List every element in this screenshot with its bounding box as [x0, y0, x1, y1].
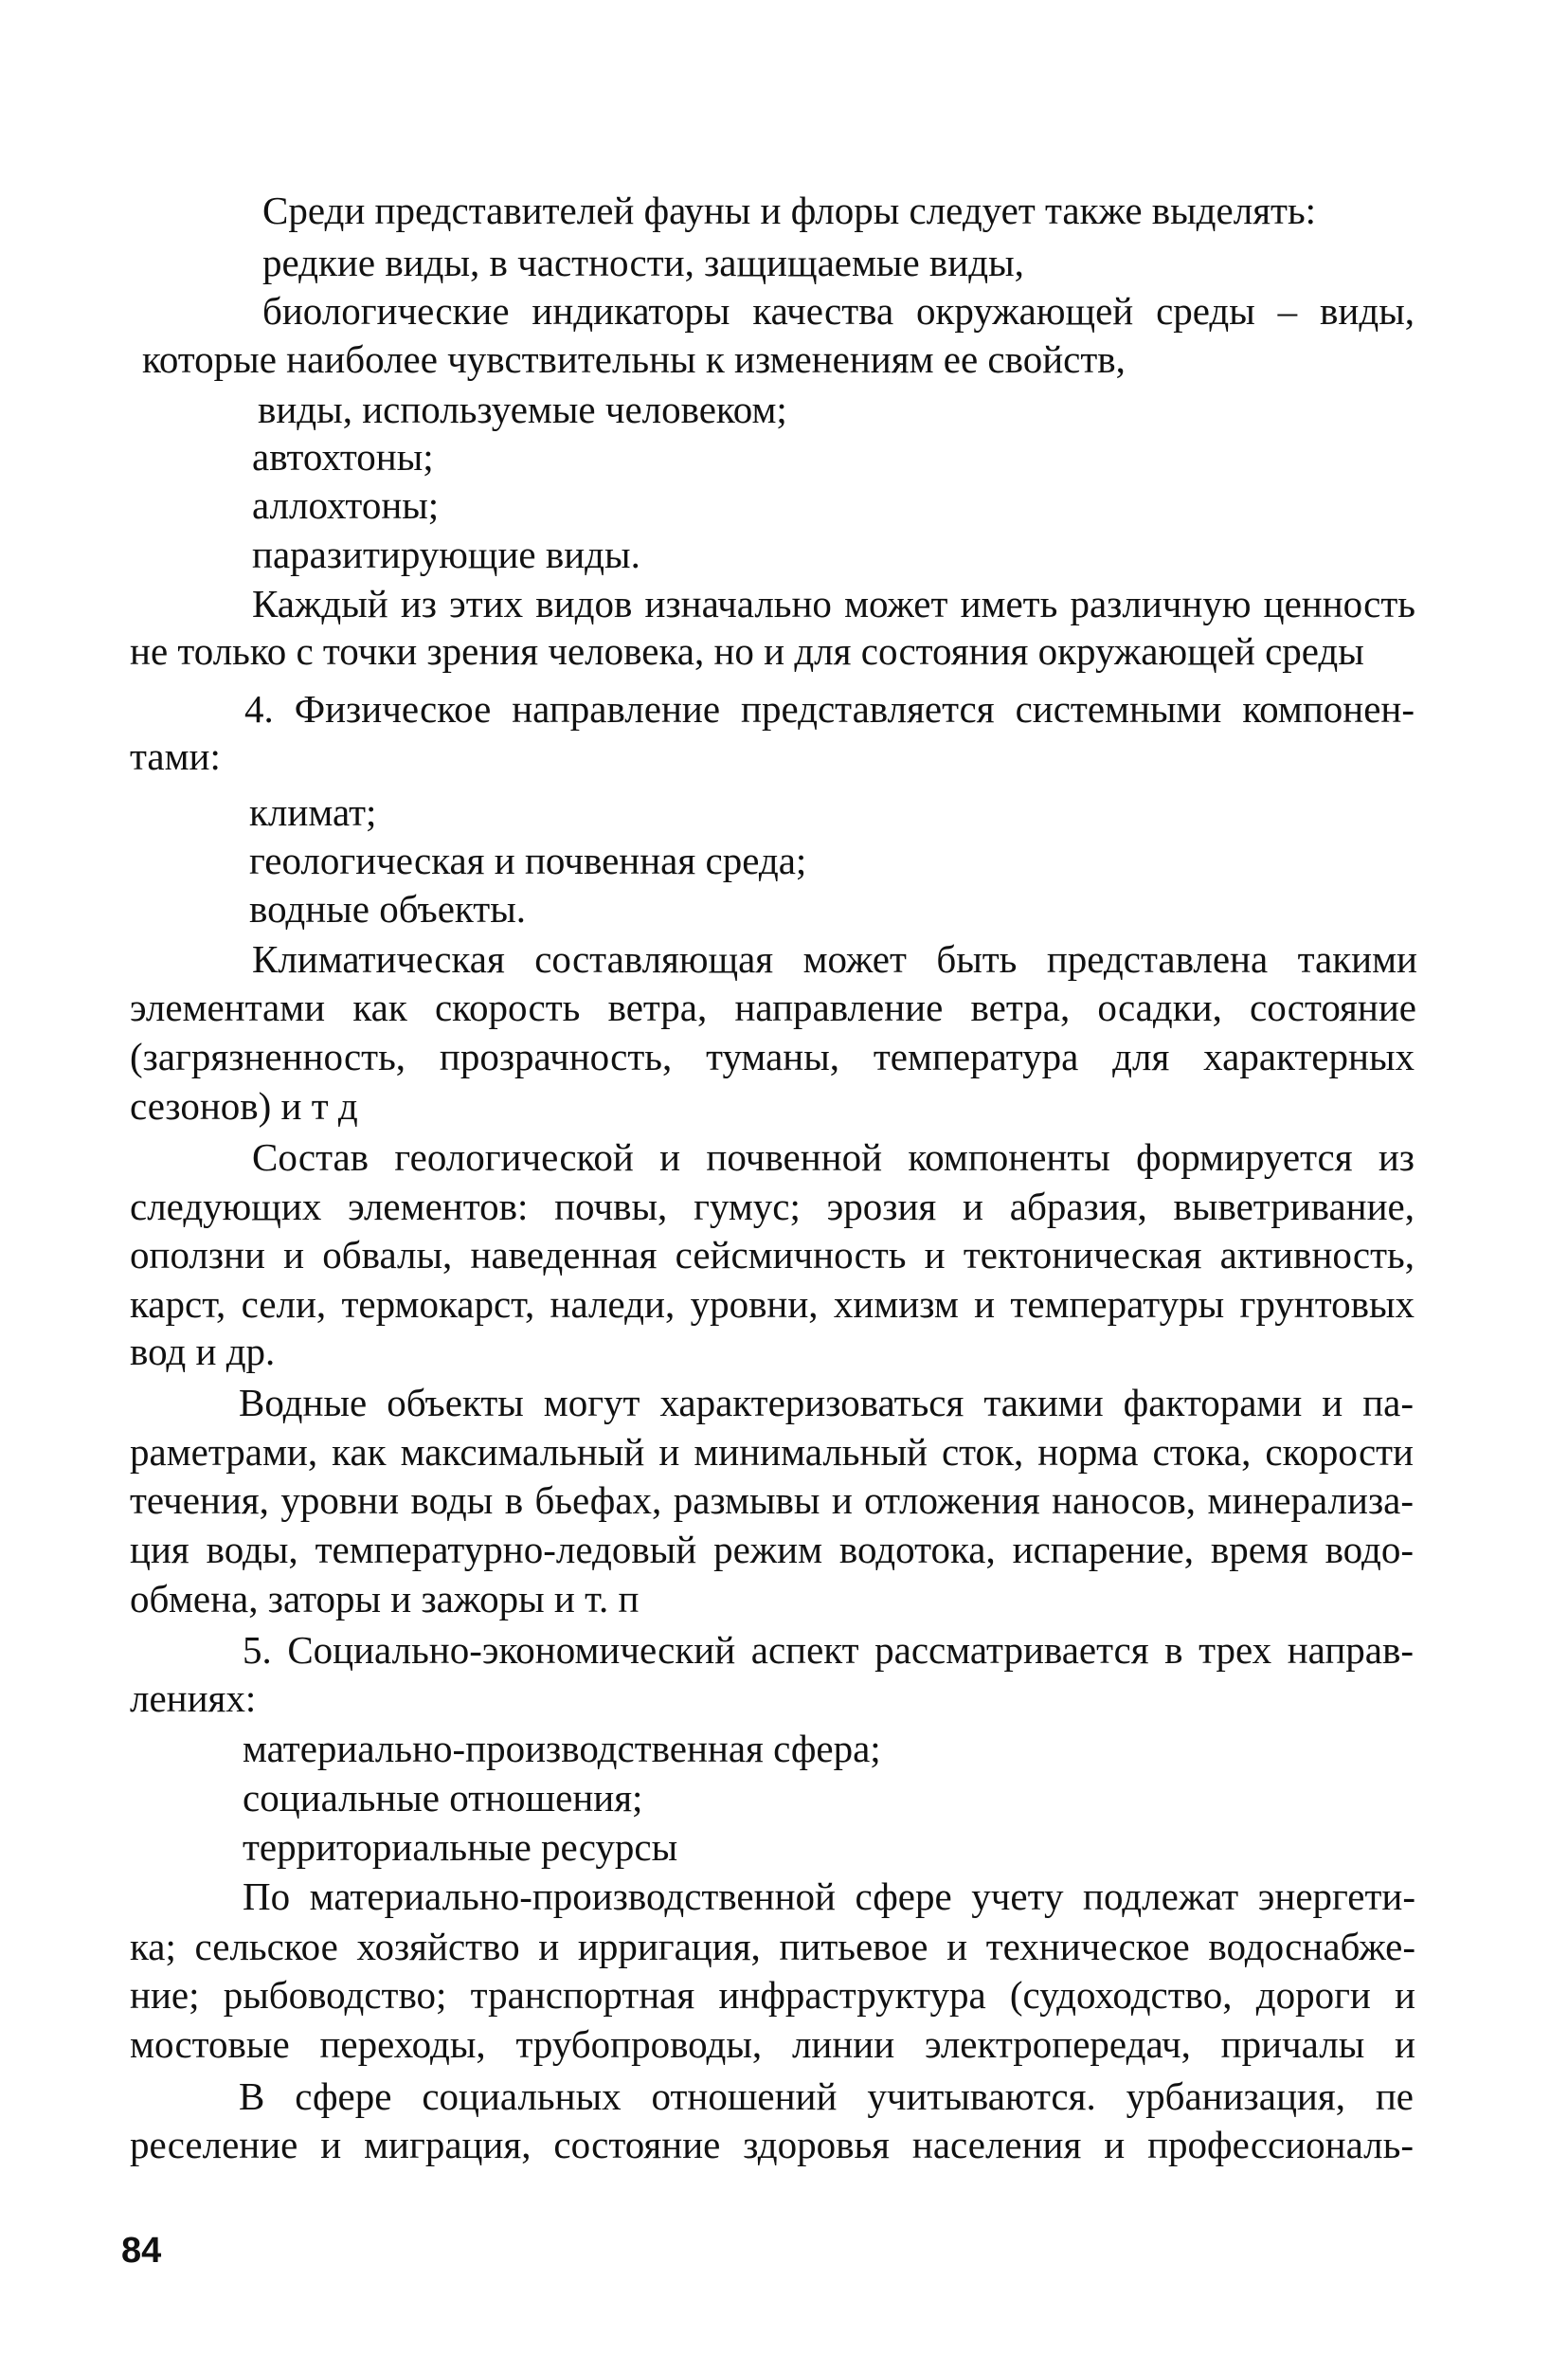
text-line: биологические индикаторы качества окружающей среды – виды, — [262, 289, 1415, 333]
text-line: обмена, заторы и зажоры и т. п — [130, 1577, 640, 1621]
list-item: водные объекты. — [249, 887, 527, 931]
list-item: материально-производственная сфера; — [243, 1727, 881, 1770]
list-item: территориальные ресурсы — [243, 1825, 678, 1869]
text-line: не только с точки зрения человека, но и для состояния окружающей среды — [130, 629, 1364, 673]
text-line: вод и др. — [130, 1330, 276, 1373]
text-line: ция воды, температурно-ледовый режим водотока, испарение, время водо- — [130, 1528, 1414, 1571]
section-heading: 4. Физическое направление представляется системными компонен- — [244, 687, 1415, 731]
text-line: которые наиболее чувствительны к изменениям ее свойств, — [142, 337, 1126, 381]
text-line: раметрами, как максимальный и минимальный сток, норма стока, скорости — [130, 1430, 1414, 1474]
list-item: климат; — [249, 790, 377, 834]
page-number: 84 — [121, 2231, 162, 2271]
text-line: Водные объекты могут характеризоваться такими факторами и па- — [239, 1381, 1414, 1424]
text-line: течения, уровни воды в бьефах, размывы и отложения наносов, минерализа- — [130, 1478, 1414, 1522]
list-item: геологическая и почвенная среда; — [249, 839, 807, 882]
text-line: реселение и миграция, состояние здоровья населения и профессиональ- — [130, 2123, 1414, 2166]
text-line: сезонов) и т д — [130, 1084, 358, 1128]
section-heading: 5. Социально-экономический аспект рассматривается в трех направ- — [243, 1628, 1414, 1672]
text-line: лениях: — [130, 1676, 257, 1720]
text-line: (загрязненность, прозрачность, туманы, температура для характерных — [130, 1035, 1415, 1078]
text-line: тами: — [130, 734, 221, 778]
text-line: По материально-производственной сфере учету подлежат энергети- — [243, 1874, 1415, 1918]
text-line: редкие виды, в частности, защищаемые виды, — [262, 241, 1024, 284]
list-item: аллохтоны; — [252, 483, 440, 527]
text-line: следующих элементов: почвы, гумус; эрозия и абразия, выветривание, — [130, 1185, 1415, 1228]
list-item: социальные отношения; — [243, 1776, 643, 1820]
text-line: ка; сельское хозяйство и ирригация, питьевое и техническое водоснабже- — [130, 1925, 1415, 1968]
text-line: элементами как скорость ветра, направление ветра, осадки, состояние — [130, 986, 1416, 1029]
list-item: автохтоны; — [252, 435, 434, 479]
text-line: В сфере социальных отношений учитываются. урбанизация, пе — [239, 2074, 1414, 2118]
text-line: мостовые переходы, трубопроводы, линии электропередач, причалы и — [130, 2022, 1415, 2066]
text-line: Каждый из этих видов изначально может иметь различную ценность — [252, 582, 1415, 625]
text-line: Среди представителей фауны и флоры следует также выделять: — [262, 189, 1317, 232]
text-line: Климатическая составляющая может быть представлена такими — [252, 937, 1417, 981]
list-item: паразитирующие виды. — [252, 533, 640, 576]
text-line: карст, сели, термокарст, наледи, уровни, химизм и температуры грунтовых — [130, 1282, 1415, 1326]
text-line: Состав геологической и почвенной компоненты формируется из — [252, 1135, 1415, 1179]
text-line: оползни и обвалы, наведенная сейсмичность и тектоническая активность, — [130, 1233, 1415, 1277]
text-line: ние; рыбоводство; транспортная инфраструктура (судоходство, дороги и — [130, 1973, 1415, 2017]
list-item: виды, используемые человеком; — [258, 388, 787, 431]
